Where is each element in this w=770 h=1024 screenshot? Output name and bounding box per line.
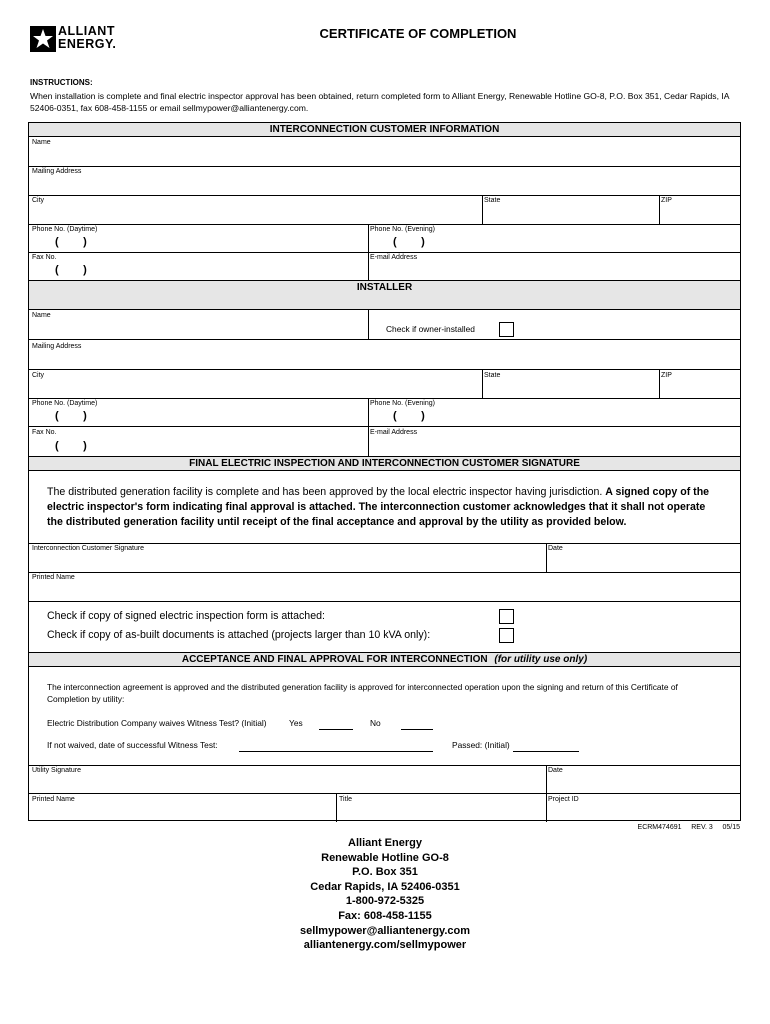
installer-phone-day-parens: ( )	[55, 410, 87, 422]
address-line3: P.O. Box 351	[352, 866, 418, 879]
passed-label: Passed: (Initial)	[452, 740, 510, 750]
installer-fax-label: Fax No.	[32, 429, 57, 436]
logo-line2: ENERGY.	[58, 37, 117, 51]
customer-email-label: E-mail Address	[370, 254, 418, 261]
final-statement-bold: A signed copy of the electric inspector's form indicating final approval is attached. The interconnection customer acknowledges that it shall not operate the distributed generation facility until receipt of the final acceptance and approval by the utility as provided below.	[47, 486, 710, 528]
address-email: sellmypower@alliantenergy.com	[299, 924, 471, 937]
address-website: alliantenergy.com/sellmypower	[303, 939, 467, 952]
address-line1: Alliant Energy	[348, 837, 422, 849]
installer-name-label: Name	[32, 312, 51, 319]
form-code: ECRM474691 REV. 3 05/15	[637, 824, 740, 831]
passed-initial-line[interactable]	[513, 751, 579, 752]
address-fax: Fax: 608-458-1155	[338, 909, 432, 922]
customer-date-label: Date	[548, 545, 563, 552]
check-inspection-label: Check if copy of signed electric inspection form is attached:	[47, 610, 325, 622]
project-id-label: Project ID	[548, 796, 579, 803]
logo-line1: ALLIANT	[58, 24, 115, 38]
customer-city-label: City	[32, 197, 45, 204]
page-title: CERTIFICATE OF COMPLETION	[319, 26, 517, 41]
installer-city-label: City	[32, 372, 45, 379]
no-initial-line[interactable]	[401, 729, 433, 730]
asbuilt-docs-checkbox[interactable]	[499, 628, 514, 643]
owner-installed-label: Check if owner-installed	[386, 324, 475, 334]
customer-phone-day-label: Phone No. (Daytime)	[32, 226, 98, 233]
address-phone: 1-800-972-5325	[345, 895, 425, 908]
customer-fax-label: Fax No.	[32, 254, 57, 261]
installer-state-label: State	[484, 372, 501, 379]
instructions-text: When installation is complete and final electric inspector approval has been obtained, return completed form to Alliant Energy, Renewable Hotline GO-8, P.O. Box 351, Cedar Rapids, IA 52406-0351, fax 608-458-1155 or email sellmypower@alliantenergy.com.	[30, 91, 730, 113]
inspection-form-checkbox[interactable]	[499, 609, 514, 624]
not-waived-label: If not waived, date of successful Witness Test:	[47, 740, 218, 750]
witness-test-question: Electric Distribution Company waives Witness Test? (Initial)	[47, 718, 267, 728]
utility-signature-label: Utility Signature	[32, 767, 82, 774]
customer-state-label: State	[484, 197, 501, 204]
installer-mailing-label: Mailing Address	[32, 343, 82, 350]
utility-date-label: Date	[548, 767, 563, 774]
address-line2: Renewable Hotline GO-8	[321, 851, 449, 864]
customer-fax-parens: ( )	[55, 264, 87, 276]
installer-email-label: E-mail Address	[370, 429, 418, 436]
installer-phone-eve-label: Phone No. (Evening)	[370, 400, 435, 407]
installer-phone-eve-parens: ( )	[393, 410, 425, 422]
mailing-address-block	[0, 836, 770, 953]
customer-signature-label: Interconnection Customer Signature	[32, 545, 145, 552]
acceptance-header	[29, 652, 740, 667]
owner-installed-checkbox[interactable]	[499, 322, 514, 337]
address-line4: Cedar Rapids, IA 52406-0351	[310, 880, 460, 893]
yes-initial-line[interactable]	[319, 729, 353, 730]
installer-section-header: INSTALLER	[29, 280, 740, 310]
final-inspection-header: FINAL ELECTRIC INSPECTION AND INTERCONNECTION CUSTOMER SIGNATURE	[29, 456, 740, 471]
acceptance-header-text: ACCEPTANCE AND FINAL APPROVAL FOR INTERCONNECTION	[181, 654, 488, 665]
certificate-form	[28, 122, 741, 821]
customer-name-label: Name	[32, 139, 51, 146]
utility-printed-name-label: Printed Name	[32, 796, 75, 803]
utility-title-label: Title	[339, 796, 352, 803]
customer-mailing-label: Mailing Address	[32, 168, 82, 175]
instructions-label: INSTRUCTIONS:	[30, 78, 93, 87]
witness-date-line[interactable]	[239, 751, 433, 752]
acceptance-header-note: (for utility use only)	[494, 654, 588, 665]
customer-phone-eve-parens: ( )	[393, 236, 425, 248]
installer-fax-parens: ( )	[55, 440, 87, 452]
acceptance-text: The interconnection agreement is approved and the distributed generation facility is approved for interconnected operation upon the signing and return of this Certificate of Completion by utility:	[47, 682, 678, 704]
no-label: No	[370, 718, 381, 728]
installer-zip-label: ZIP	[661, 372, 672, 379]
customer-phone-day-parens: ( )	[55, 236, 87, 248]
customer-phone-eve-label: Phone No. (Evening)	[370, 226, 435, 233]
yes-label: Yes	[289, 718, 303, 728]
check-asbuilt-label: Check if copy of as-built documents is attached (projects larger than 10 kVA only):	[47, 629, 431, 641]
installer-phone-day-label: Phone No. (Daytime)	[32, 400, 98, 407]
final-statement-plain: The distributed generation facility is complete and has been approved by the local electric inspector having jurisdiction.	[47, 486, 603, 498]
customer-zip-label: ZIP	[661, 197, 672, 204]
final-statement	[47, 485, 719, 530]
customer-section-header: INTERCONNECTION CUSTOMER INFORMATION	[29, 122, 740, 137]
customer-printed-name-label: Printed Name	[32, 574, 75, 581]
